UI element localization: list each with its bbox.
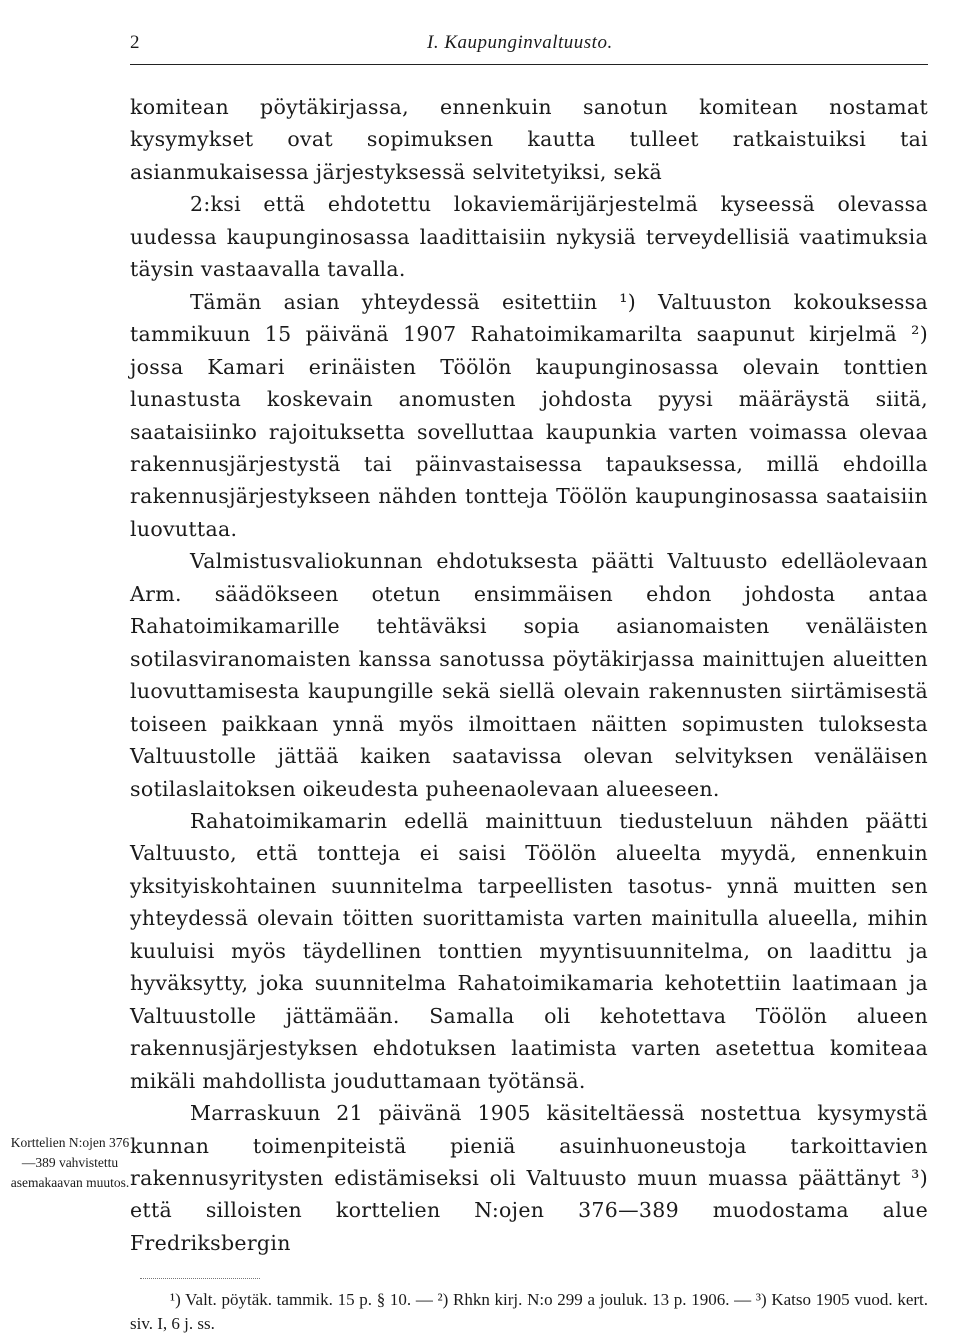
paragraph-4: Valmistusvaliokunnan ehdotuksesta päätti Valtuusto edelläolevaan Arm. säädökseen otetun ensimmäisen ehdon johdosta antaa Rahatoimikamarille tehtäväksi sopia asianomaisten venäläisten sotilasviranomaisten kanssa sanotussa pöytäkirjassa mainittujen alueitten luovuttamisesta kaupungille sekä siellä olevain rakennusten siirtämisestä toiseen paikkaan ynnä myös ilmoittaen näitten sopimusten tuloksesta Valtuustolle jättää kaiken saatavissa olevan selvityksen venäläisen sotilaslaitoksen oikeudesta puheenaolevaan alueeseen. xyxy=(130,549,928,801)
margin-note: Korttelien N:ojen 376—389 vahvistettu asemakaavan muutos. xyxy=(10,1135,130,1190)
footnote-divider xyxy=(140,1278,260,1279)
paragraph-1: komitean pöytäkirjassa, ennenkuin sanotun komitean nostamat kysymykset ovat sopimuksen kautta tulleet ratkaistuiksi tai asianmukaisessa järjestyksessä selvitetyiksi, sekä xyxy=(130,95,928,184)
footnotes xyxy=(130,1288,928,1336)
paragraph-3: Tämän asian yhteydessä esitettiin ¹) Valtuuston kokouksessa tammikuun 15 päivänä 1907 Rahatoimikamarilta saapunut kirjelmä ²) jossa Kamari erinäisten Töölön kaupunginosassa olevain tonttien lunastusta koskevain anomusten johdosta pyysi määräystä siitä, saataisiinko rajoituksetta sovelluttaa kaupunkia varten voimassa olevaa rakennusjärjestystä tai päinvastaisessa tapauksessa, millä ehdoilla rakennusjärjestykseen nähden tontteja Töölön kaupunginosassa saataisiin luovuttaa. xyxy=(130,289,928,541)
page-number: 2 xyxy=(130,32,140,53)
paragraph-2: 2:ksi että ehdotettu lokaviemärijärjestelmä kyseessä olevassa uudessa kaupunginosassa laadittaisiin nykysiä terveydellisiä vaatimuksia täysin vastaavalla tavalla. xyxy=(130,192,928,282)
running-head: I. Kaupunginvaltuusto. xyxy=(427,32,613,53)
paragraph-6: Marraskuun 21 päivänä 1905 käsiteltäessä nostettua kysymystä kunnan toimenpiteistä pieniä asuinhuoneustoja tarkoittavien rakennusyritysten edistämiseksi oli Valtuusto muun muassa päättänyt ³) että silloisten korttelien N:ojen 376—389 muodostama alue Fredriksbergin xyxy=(130,1101,928,1255)
paragraph-5: Rahatoimikamarin edellä mainittuun tiedusteluun nähden päätti Valtuusto, että tontteja ei saisi Töölön alueelta myydä, ennenkuin yksityiskohtainen suunnitelma tarpeellisten tasotus- ynnä muitten sen yhteydessä olevain töitten suorittamista varten mainitulla alueella, mihin kuuluisi myös täydellinen tonttien myyntisuunnitelma, on laadittu ja hyväksytty, joka suunnitelma Rahatoimikamaria kehotettiin laatimaan ja Valtuustolle jättämään. Samalla oli kehotettava Töölön alueen rakennusjärjestyksen ehdotuksen laatimista varten asetettua komiteaa mikäli mahdollista jouduttamaan työtänsä. xyxy=(130,808,928,1093)
main-text xyxy=(130,91,928,1259)
page-header xyxy=(130,30,928,65)
footnote-text: ¹) Valt. pöytäk. tammik. 15 p. § 10. — ²) Rhkn kirj. N:o 299 a jouluk. 13 p. 1906. — ³) Katso 1905 vuod. kert. siv. I, 6 j. ss. xyxy=(130,1290,928,1333)
